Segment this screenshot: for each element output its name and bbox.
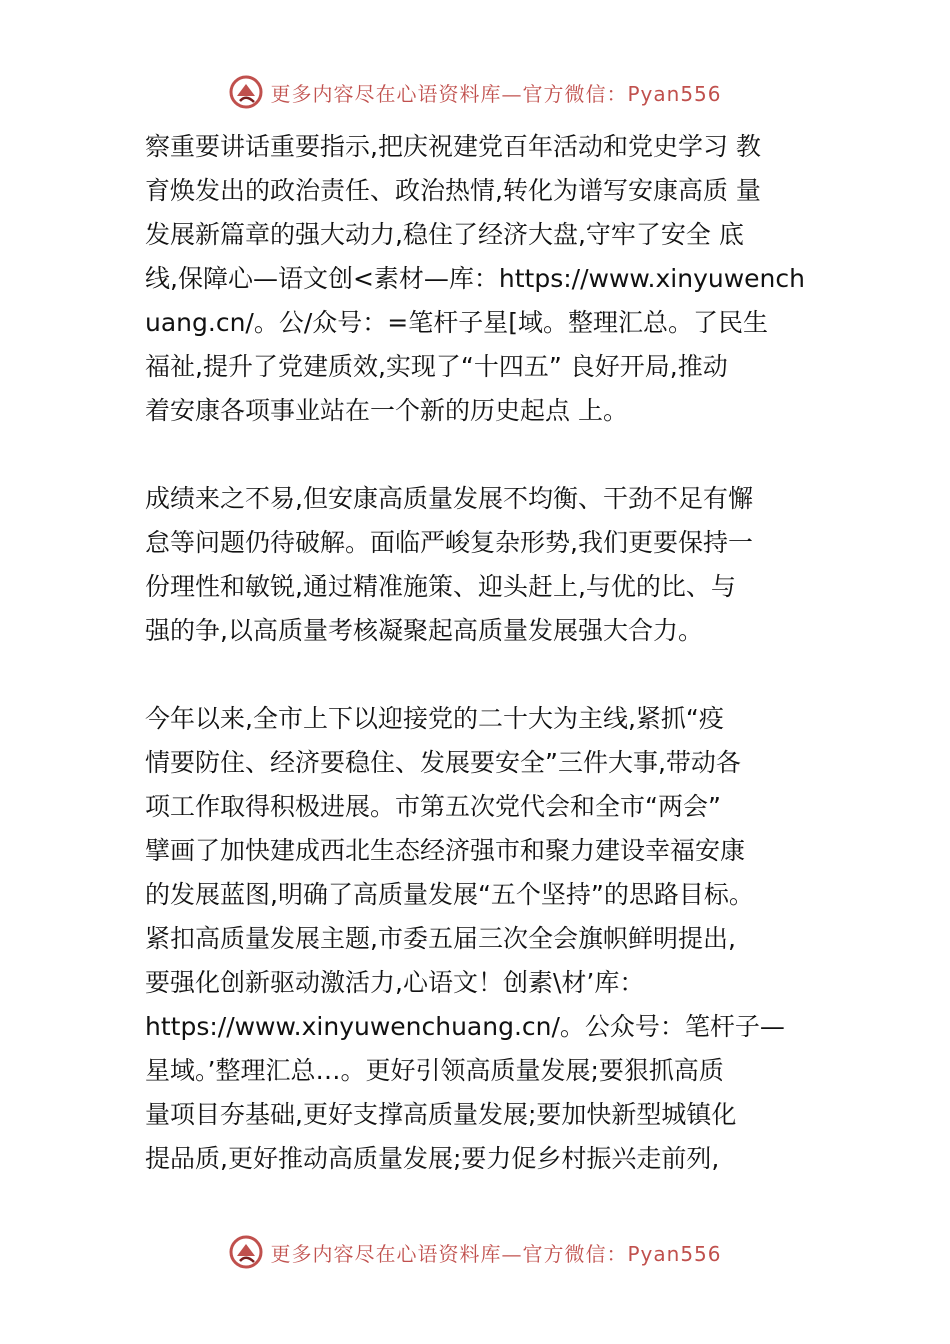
- banner-label: 更多内容尽在心语资料库—官方微信：: [270, 81, 628, 106]
- footer-watermark-banner: [0, 1230, 950, 1274]
- banner-text: [270, 1238, 721, 1267]
- text-line: 育焕发出的政治责任、政治热情,转化为谱写安康高质 量: [145, 176, 761, 205]
- banner-label: 更多内容尽在心语资料库—官方微信：: [270, 1241, 628, 1266]
- text-line: 福祉,提升了党建质效,实现了“十四五” 良好开局,推动: [145, 352, 728, 381]
- banner-wechat-id: Pyan556: [627, 1241, 722, 1266]
- document-body: [145, 125, 835, 1181]
- banner-wechat-id: Pyan556: [627, 81, 722, 106]
- text-line: 提品质,更好推动高质量发展;要力促乡村振兴走前列,: [145, 1144, 720, 1173]
- brand-logo-icon: [228, 1234, 264, 1270]
- paragraph-1: [145, 125, 835, 433]
- text-line: 线,保障心—语文创<素材—库：https://www.xinyuwench: [145, 264, 805, 293]
- header-watermark-banner: [0, 70, 950, 114]
- text-line: 怠等问题仍待破解。面临严峻复杂形势,我们更要保持一: [145, 528, 753, 557]
- text-line: 项工作取得积极进展。市第五次党代会和全市“两会”: [145, 792, 721, 821]
- text-line: 着安康各项事业站在一个新的历史起点 上。: [145, 396, 628, 425]
- text-line: 的发展蓝图,明确了高质量发展“五个坚持”的思路目标。: [145, 880, 754, 909]
- text-line: uang.cn/。公/众号：=笔杆子星[域。整理汇总。了民生: [145, 308, 768, 337]
- paragraph-spacer: [145, 653, 835, 697]
- text-line: 察重要讲话重要指示,把庆祝建党百年活动和党史学习 教: [145, 132, 761, 161]
- text-line: 量项目夯基础,更好支撑高质量发展;要加快新型城镇化: [145, 1100, 737, 1129]
- text-line: 星域。’整理汇总…。更好引领高质量发展;要狠抓高质: [145, 1056, 724, 1085]
- text-line: https://www.xinyuwenchuang.cn/。公众号：笔杆子—: [145, 1012, 785, 1041]
- paragraph-spacer: [145, 433, 835, 477]
- text-line: 份理性和敏锐,通过精准施策、迎头赶上,与优的比、与: [145, 572, 736, 601]
- text-line: 情要防住、经济要稳住、发展要安全”三件大事,带动各: [145, 748, 741, 777]
- text-line: 发展新篇章的强大动力,稳住了经济大盘,守牢了安全 底: [145, 220, 744, 249]
- text-line: 今年以来,全市上下以迎接党的二十大为主线,紧抓“疫: [145, 704, 724, 733]
- brand-logo-icon: [228, 74, 264, 110]
- paragraph-2: [145, 477, 835, 653]
- text-line: 紧扣高质量发展主题,市委五届三次全会旗帜鲜明提出,: [145, 924, 736, 953]
- banner-text: [270, 78, 721, 107]
- text-line: 强的争,以高质量考核凝聚起高质量发展强大合力。: [145, 616, 703, 645]
- text-line: 成绩来之不易,但安康高质量发展不均衡、干劲不足有懈: [145, 484, 753, 513]
- text-line: 要强化创新驱动激活力,心语文！创素\材’库：: [145, 968, 645, 997]
- text-line: 擘画了加快建成西北生态经济强市和聚力建设幸福安康: [145, 836, 746, 865]
- paragraph-3: [145, 697, 835, 1181]
